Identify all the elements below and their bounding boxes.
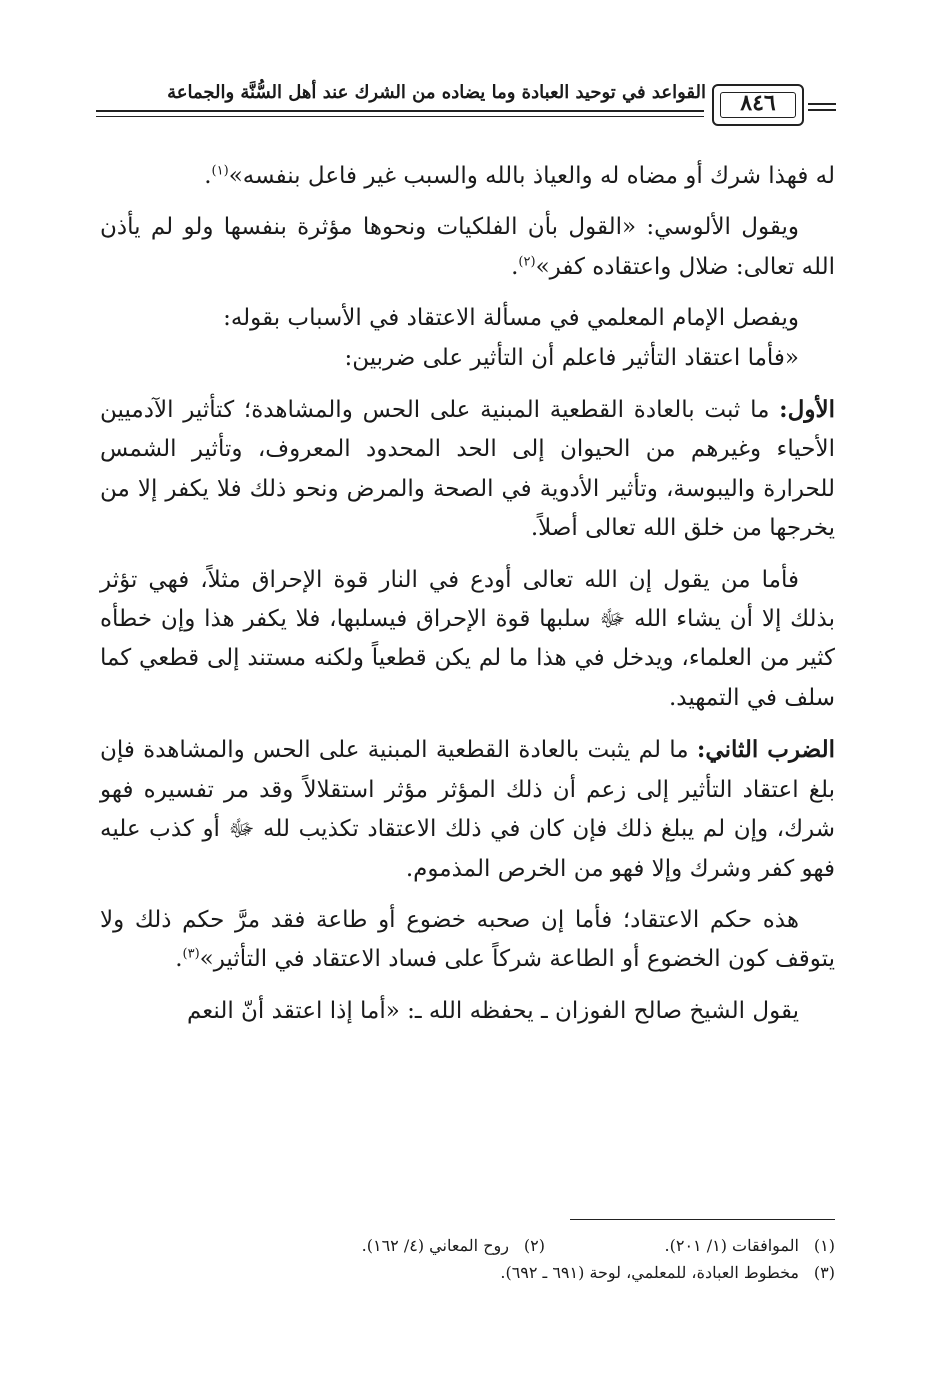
footnote-ref: (١) [211, 163, 229, 179]
bold-lead: الضرب الثاني: [696, 736, 835, 764]
page-header [96, 78, 836, 140]
page-number-frame [712, 84, 804, 126]
paragraph: ويقول الألوسي: «القول بأن الفلكيات ونحوها مؤثرة بنفسها ولو لم يأذن الله تعالى: ضلال واعتقاده كفر»$^{(٢)}$. [100, 214, 835, 280]
paragraph: الأول: ما ثبت بالعادة القطعية المبنية على الحس والمشاهدة؛ كتأثير الآدميين الأحياء وغيرهم من الحيوان إلى الحد المحدود المعروف، وتأثير الشمس للحرارة واليبوسة، وتأثير الأدوية في الصحة والمرض ونحو ذلك فلا يكفر إلا من يخرجها من خلق الله تعالى أصلاً. [100, 396, 835, 542]
footnote-number: (٣) [813, 1263, 835, 1282]
header-rule [96, 110, 704, 112]
page-number: ٨٤٦ [740, 90, 776, 116]
paragraph: هذه حكم الاعتقاد؛ فأما إن صحبه خضوع أو طاعة فقد مرَّ حكم ذلك ولا يتوقف كون الخضوع أو الطاعة شركاً على فساد الاعتقاد في التأثير»$^{(٣)}$. [100, 906, 835, 973]
paragraph: له فهذا شرك أو مضاه له والعياذ بالله والسبب غير فاعل بنفسه»$^{(١)}$. [204, 163, 835, 189]
footnote: (٢)روح المعاني (٤/ ١٦٢). [362, 1232, 545, 1259]
main-text [100, 157, 835, 1031]
running-title: القواعد في توحيد العبادة وما يضاده من الشرك عند أهل السُّنَّة والجماعة [167, 82, 706, 103]
footnote: (٣)مخطوط العبادة، للمعلمي، لوحة (٦٩١ ـ ٦٩٢). [500, 1259, 835, 1286]
footnote-number: (١) [813, 1236, 835, 1255]
paragraph: ويفصل الإمام المعلمي في مسألة الاعتقاد في الأسباب بقوله: [223, 305, 799, 332]
footnote-row [100, 1259, 835, 1286]
bold-lead: الأول: [779, 396, 835, 424]
header-rule-short [808, 109, 836, 111]
footnote-separator [570, 1219, 835, 1220]
paragraph: فأما من يقول إن الله تعالى أودع في النار قوة الإحراق مثلاً، فهي تؤثر بذلك إلا أن يشاء الله ﷻ سلبها قوة الإحراق فيسلبها، فلا يكفر هذا وإن خطأه كثير من العلماء، ويدخل في هذا ما لم يكن قطعياً ولكنه مستند إلى قطعي كما سلف في التمهيد. [100, 566, 835, 711]
paragraph: «فأما اعتقاد التأثير فاعلم أن التأثير على ضربين: [344, 344, 799, 371]
paragraph: يقول الشيخ صالح الفوزان ـ يحفظه الله ـ: «أما إذا اعتقد أنّ النعم [186, 997, 799, 1024]
footnote-ref: (٢) [518, 254, 536, 270]
paragraph: الضرب الثاني: ما لم يثبت بالعادة القطعية المبنية على الحس والمشاهدة فإن بلغ اعتقاد التأثير إلى زعم أن ذلك المؤثر مؤثر استقلالاً وقد مر تفسيره فهو شرك، وإن لم يبلغ ذلك فإن كان في ذلك الاعتقاد تكذيب لله ﷻ أو كذب عليه فهو كفر وشرك وإلا فهو من الخرص المذموم. [100, 736, 835, 882]
footnote-number: (٢) [523, 1236, 545, 1255]
footnote-row [100, 1232, 835, 1259]
footnotes [100, 1232, 835, 1286]
footnote-ref: (٣) [182, 946, 200, 962]
footnote: (١)الموافقات (١/ ٢٠١). [545, 1232, 835, 1259]
header-rule-short [808, 103, 836, 105]
header-rule [96, 116, 704, 117]
